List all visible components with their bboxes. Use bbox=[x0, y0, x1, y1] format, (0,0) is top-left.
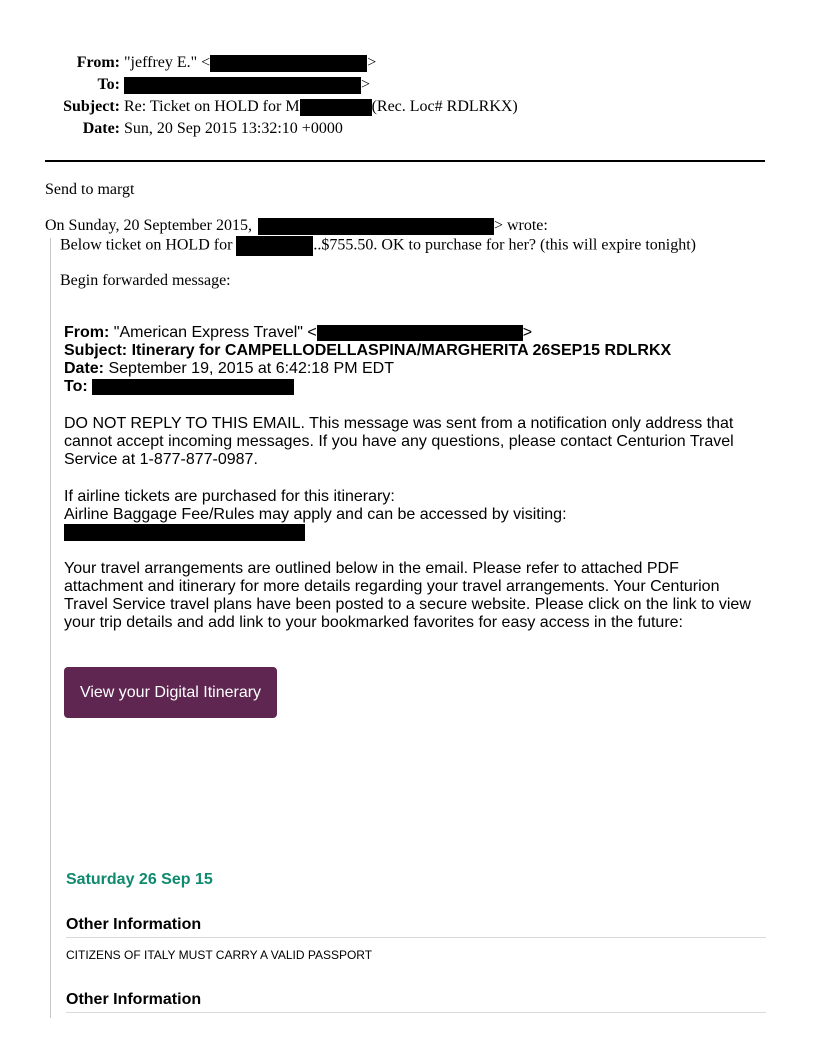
from-label: From: bbox=[76, 54, 120, 71]
email-header bbox=[0, 52, 816, 140]
fwd-date-label: Date: bbox=[64, 360, 105, 377]
subject-row bbox=[0, 96, 816, 118]
fwd-to-row bbox=[64, 378, 764, 396]
to-row bbox=[0, 74, 816, 96]
from-row bbox=[0, 52, 816, 74]
subject-prefix: Re: Ticket on HOLD for M bbox=[124, 98, 300, 115]
fwd-date-row bbox=[64, 360, 764, 378]
redaction-box bbox=[258, 218, 494, 235]
quote-bar bbox=[50, 238, 51, 1018]
notice-line: Service at 1-877-877-0987. bbox=[64, 451, 258, 468]
begin-forwarded: Begin forwarded message: bbox=[60, 272, 231, 289]
notice-line: DO NOT REPLY TO THIS EMAIL. This message was sent from a notification only address that bbox=[64, 415, 734, 432]
section-title: Other Information bbox=[66, 991, 202, 1008]
redaction-box bbox=[64, 524, 305, 541]
arrangements-line: attachment and itinerary for more details regarding your travel arrangements. Your Centurion bbox=[64, 578, 720, 595]
section-divider bbox=[66, 1012, 766, 1013]
fwd-to-label: To: bbox=[64, 378, 88, 395]
notice-line: cannot accept incoming messages. If you have any questions, please contact Centurion Travel bbox=[64, 433, 734, 450]
date-value: Sun, 20 Sep 2015 13:32:10 +0000 bbox=[124, 120, 343, 137]
quote-attribution bbox=[45, 217, 548, 235]
itinerary-date-heading: Saturday 26 Sep 15 bbox=[66, 871, 213, 888]
redaction-box bbox=[124, 77, 361, 94]
fwd-from-row bbox=[64, 324, 764, 342]
section-divider bbox=[66, 937, 766, 938]
arrangements-line: your trip details and add link to your bookmarked favorites for easy access in the future: bbox=[64, 614, 683, 631]
hold-prefix: Below ticket on HOLD for bbox=[60, 236, 233, 254]
date-row bbox=[0, 118, 816, 140]
date-label: Date: bbox=[82, 120, 120, 137]
subject-label: Subject: bbox=[63, 98, 120, 115]
arrangements-line: Your travel arrangements are outlined below in the email. Please refer to attached PDF bbox=[64, 560, 679, 577]
view-itinerary-button[interactable]: View your Digital Itinerary bbox=[64, 667, 277, 718]
fwd-from-label: From: bbox=[64, 324, 110, 341]
from-value: "jeffrey E." < bbox=[124, 54, 211, 71]
fwd-subject-row bbox=[64, 342, 764, 360]
to-close: > bbox=[361, 76, 371, 93]
section-title: Other Information bbox=[66, 916, 202, 933]
redaction-box bbox=[300, 99, 372, 116]
from-close: > bbox=[367, 54, 377, 71]
send-note: Send to margt bbox=[45, 181, 135, 198]
baggage-line: If airline tickets are purchased for this itinerary: bbox=[64, 488, 395, 505]
attribution-suffix: > wrote: bbox=[493, 217, 548, 234]
arrangements-paragraph bbox=[64, 560, 764, 632]
hold-suffix: ..$755.50. OK to purchase for her? (this will expire tonight) bbox=[313, 236, 696, 254]
hold-line bbox=[60, 236, 696, 256]
baggage-paragraph bbox=[64, 488, 764, 542]
redaction-box bbox=[210, 55, 367, 72]
header-divider bbox=[45, 160, 765, 162]
fwd-date-value: September 19, 2015 at 6:42:18 PM EDT bbox=[108, 360, 394, 377]
fwd-from-close: > bbox=[522, 324, 533, 341]
section-text: CITIZENS OF ITALY MUST CARRY A VALID PASSPORT bbox=[66, 948, 373, 962]
fwd-subject: Subject: Itinerary for CAMPELLODELLASPINA/MARGHERITA 26SEP15 RDLRKX bbox=[64, 342, 672, 359]
attribution-prefix: On Sunday, 20 September 2015, bbox=[45, 217, 252, 234]
to-label: To: bbox=[97, 76, 120, 93]
notice-paragraph bbox=[64, 415, 764, 469]
arrangements-line: Travel Service travel plans have been posted to a secure website. Please click on the link to view bbox=[64, 596, 751, 613]
redaction-box bbox=[317, 325, 523, 341]
fwd-from-value: "American Express Travel" < bbox=[113, 324, 317, 341]
baggage-line: Airline Baggage Fee/Rules may apply and can be accessed by visiting: bbox=[64, 506, 567, 523]
forwarded-header bbox=[64, 324, 764, 396]
subject-suffix: (Rec. Loc# RDLRKX) bbox=[371, 98, 518, 115]
redaction-box bbox=[92, 379, 294, 395]
redaction-box bbox=[236, 236, 313, 256]
